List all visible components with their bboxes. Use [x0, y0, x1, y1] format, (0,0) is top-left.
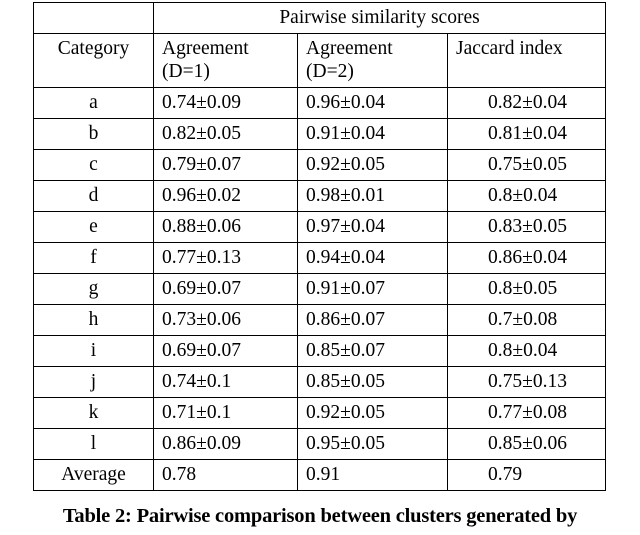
cell-jaccard: 0.81±0.04: [448, 119, 606, 150]
cell-agreement-d2: 0.85±0.07: [298, 336, 448, 367]
table-row: [34, 429, 606, 460]
pairwise-similarity-table: [33, 2, 606, 491]
table-row: [34, 88, 606, 119]
cell-agreement-d1: 0.79±0.07: [154, 150, 298, 181]
table-row: [34, 119, 606, 150]
cell-agreement-d2: 0.94±0.04: [298, 243, 448, 274]
cell-jaccard: 0.8±0.05: [448, 274, 606, 305]
cell-agreement-d1: 0.82±0.05: [154, 119, 298, 150]
cell-jaccard: 0.75±0.13: [448, 367, 606, 398]
cell-jaccard: 0.8±0.04: [448, 181, 606, 212]
table-row: [34, 150, 606, 181]
column-header-agreement-d1: [154, 34, 298, 88]
cell-agreement-d2: 0.97±0.04: [298, 212, 448, 243]
cell-agreement-d1: 0.96±0.02: [154, 181, 298, 212]
cell-category: l: [34, 429, 154, 460]
table-header: [34, 3, 606, 88]
table-row: [34, 367, 606, 398]
cell-agreement-d2: 0.92±0.05: [298, 150, 448, 181]
cell-agreement-d1: 0.77±0.13: [154, 243, 298, 274]
column-header-agreement-d2-line2: (D=2): [306, 61, 354, 82]
cell-average-jaccard: 0.79: [448, 460, 606, 491]
table-row: [34, 274, 606, 305]
table-row: [34, 336, 606, 367]
column-header-agreement-d1-line2: (D=1): [162, 61, 210, 82]
cell-jaccard: 0.77±0.08: [448, 398, 606, 429]
cell-category: c: [34, 150, 154, 181]
cell-agreement-d2: 0.86±0.07: [298, 305, 448, 336]
cell-category: k: [34, 398, 154, 429]
table-group-header-row: [34, 3, 606, 34]
column-header-agreement-d2-line1: Agreement: [306, 38, 393, 59]
cell-category: d: [34, 181, 154, 212]
table-row: [34, 212, 606, 243]
cell-category: f: [34, 243, 154, 274]
cell-jaccard: 0.83±0.05: [448, 212, 606, 243]
cell-agreement-d1: 0.69±0.07: [154, 336, 298, 367]
cell-jaccard: 0.82±0.04: [448, 88, 606, 119]
cell-category: i: [34, 336, 154, 367]
cell-jaccard: 0.85±0.06: [448, 429, 606, 460]
table-row: [34, 398, 606, 429]
column-header-category: Category: [34, 34, 154, 88]
cell-category: g: [34, 274, 154, 305]
table-row: [34, 243, 606, 274]
cell-category-average: Average: [34, 460, 154, 491]
cell-jaccard: 0.7±0.08: [448, 305, 606, 336]
cell-jaccard: 0.86±0.04: [448, 243, 606, 274]
cell-category: j: [34, 367, 154, 398]
cell-jaccard: 0.75±0.05: [448, 150, 606, 181]
cell-agreement-d1: 0.71±0.1: [154, 398, 298, 429]
column-header-agreement-d2: [298, 34, 448, 88]
cell-category: b: [34, 119, 154, 150]
table-row: [34, 305, 606, 336]
cell-agreement-d2: 0.85±0.05: [298, 367, 448, 398]
cell-agreement-d1: 0.74±0.09: [154, 88, 298, 119]
cell-agreement-d2: 0.96±0.04: [298, 88, 448, 119]
cell-jaccard: 0.8±0.04: [448, 336, 606, 367]
cell-agreement-d2: 0.92±0.05: [298, 398, 448, 429]
empty-corner-cell: [34, 3, 154, 34]
cell-agreement-d1: 0.73±0.06: [154, 305, 298, 336]
column-header-jaccard-index: Jaccard index: [448, 34, 606, 88]
cell-category: a: [34, 88, 154, 119]
cell-agreement-d2: 0.95±0.05: [298, 429, 448, 460]
table-body: [34, 88, 606, 491]
table-caption: Table 2: Pairwise comparison between clusters generated by: [62, 505, 578, 527]
cell-category: h: [34, 305, 154, 336]
cell-agreement-d2: 0.91±0.07: [298, 274, 448, 305]
table-row-average: [34, 460, 606, 491]
column-header-agreement-d1-line1: Agreement: [162, 38, 249, 59]
cell-agreement-d1: 0.86±0.09: [154, 429, 298, 460]
cell-average-agreement-d1: 0.78: [154, 460, 298, 491]
cell-agreement-d2: 0.91±0.04: [298, 119, 448, 150]
cell-agreement-d1: 0.74±0.1: [154, 367, 298, 398]
cell-agreement-d2: 0.98±0.01: [298, 181, 448, 212]
cell-agreement-d1: 0.88±0.06: [154, 212, 298, 243]
cell-agreement-d1: 0.69±0.07: [154, 274, 298, 305]
table-row: [34, 181, 606, 212]
table-column-header-row: [34, 34, 606, 88]
group-header-cell: Pairwise similarity scores: [154, 3, 606, 34]
cell-average-agreement-d2: 0.91: [298, 460, 448, 491]
cell-category: e: [34, 212, 154, 243]
